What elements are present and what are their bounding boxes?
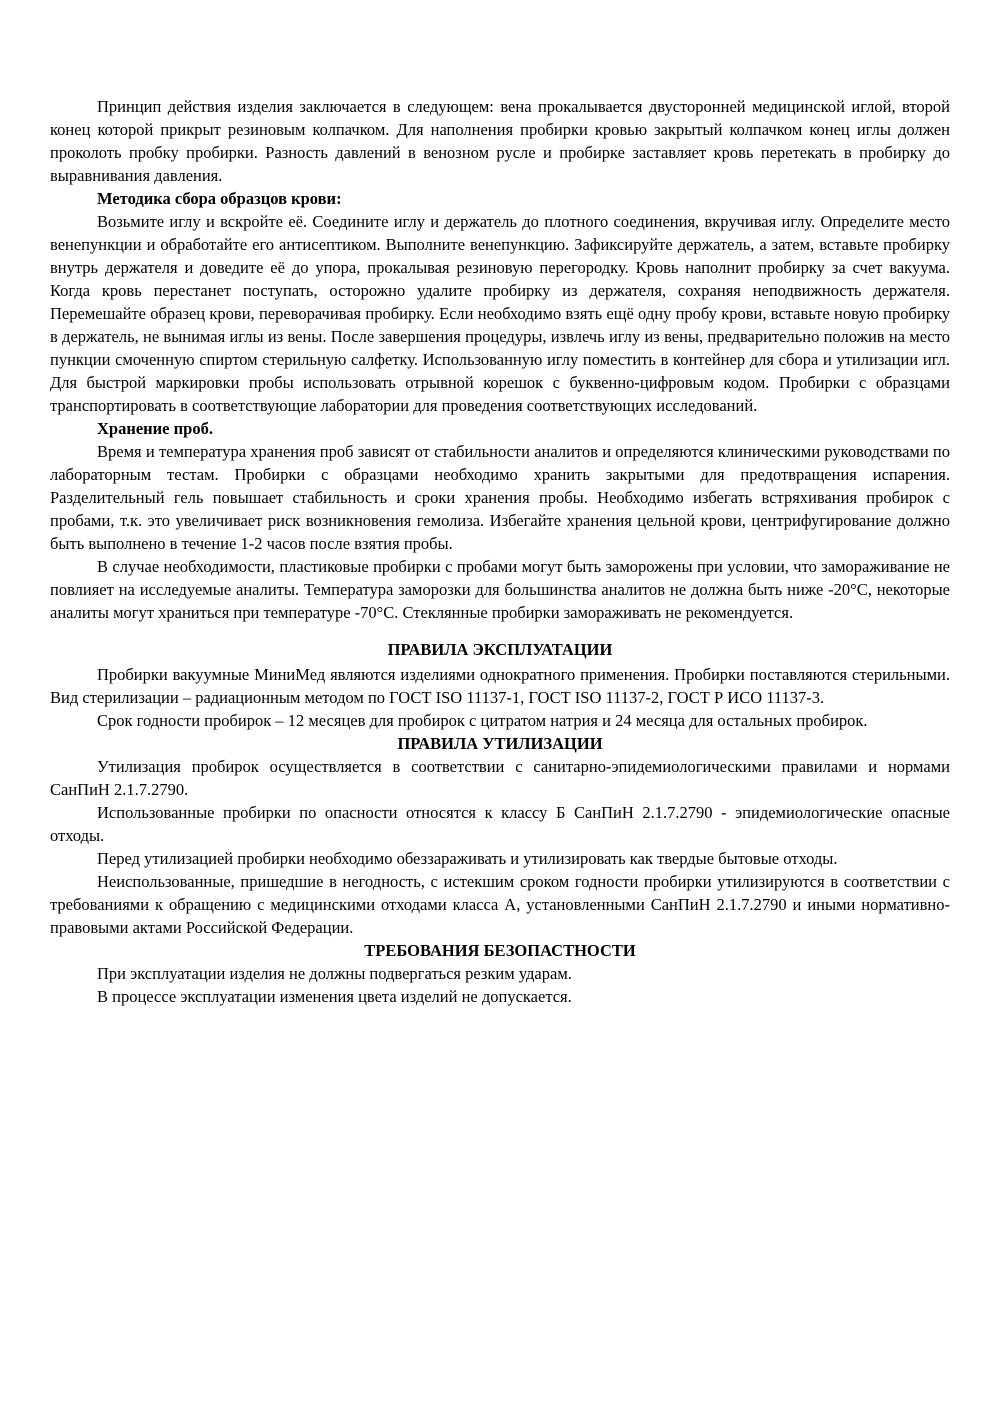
heading-sample-collection: Методика сбора образцов крови: [97, 189, 342, 208]
paragraph-disposal-sanpin: Утилизация пробирок осуществляется в соответствии с санитарно-эпидемиологическими правилами и нормами СанПиН 2.1.7.2790. [50, 757, 950, 799]
paragraph-collection-procedure: Возьмите иглу и вскройте её. Соедините иглу и держатель до плотного соединения, вкручивая иглу. Определите место венепункции и обработайте его антисептиком. Выполните венепункцию. Зафиксируйте держатель, а затем, вставьте пробирку внутрь держателя и доведите её до упора, прокалывая резиновую перегородку. Кровь наполнит пробирку за счет вакуума. Когда кровь перестанет поступать, осторожно удалите пробирку из держателя, сохраняя неподвижность держателя. Перемешайте образец крови, переворачивая пробирку. Если необходимо взять ещё одну пробу крови, вставьте новую пробирку в держатель, не вынимая иглы из вены. После завершения процедуры, извлечь иглу из вены, предварительно положив на место пункции смоченную спиртом стерильную салфетку. Использованную иглу поместить в контейнер для сбора и утилизации игл. Для быстрой маркировки пробы использовать отрывной корешок с буквенно-цифровым кодом. Пробирки с образцами транспортировать в соответствующие лаборатории для проведения соответствующих исследований. [50, 212, 950, 415]
paragraph-used-tubes-class: Использованные пробирки по опасности относятся к классу Б СанПиН 2.1.7.2790 - эпидемиологические опасные отходы. [50, 803, 950, 845]
paragraph-no-impacts: При эксплуатации изделия не должны подвергаться резким ударам. [97, 964, 572, 983]
paragraph-freezing: В случае необходимости, пластиковые пробирки с пробами могут быть заморожены при условии, что замораживание не повлияет на исследуемые аналиты. Температура заморозки для большинства аналитов не должна быть ниже -20°С, некоторые аналиты могут храниться при температуре -70°С. Стеклянные пробирки замораживать не рекомендуется. [50, 557, 950, 622]
paragraph-sterilization: Пробирки вакуумные МиниМед являются изделиями однократного применения. Пробирки поставляются стерильными. Вид стерилизации – радиационным методом по ГОСТ ISO 11137-1, ГОСТ ISO 11137-2, ГОСТ Р ИСО 11137-3. [50, 665, 950, 707]
heading-sample-storage: Хранение проб. [97, 419, 213, 438]
paragraph-shelf-life: Срок годности пробирок – 12 месяцев для пробирок с цитратом натрия и 24 месяца для остальных пробирок. [97, 711, 868, 730]
paragraph-principle: Принцип действия изделия заключается в следующем: вена прокалывается двусторонней медицинской иглой, второй конец которой прикрыт резиновым колпачком. Для наполнения пробирки кровью закрытый колпачком конец иглы должен проколоть пробку пробирки. Разность давлений в венозном русле и пробирке заставляет кровь перетекать в пробирку до выравнивания давления. [50, 97, 950, 185]
paragraph-no-color-change: В процессе эксплуатации изменения цвета изделий не допускается. [97, 987, 572, 1006]
heading-disposal-rules: ПРАВИЛА УТИЛИЗАЦИИ [397, 734, 603, 753]
paragraph-storage-conditions: Время и температура хранения проб зависят от стабильности аналитов и определяются клиническими руководствами по лабораторным тестам. Пробирки с образцами необходимо хранить закрытыми для предотвращения испарения. Разделительный гель повышает стабильность и сроки хранения пробы. Необходимо избегать встряхивания пробирок с пробами, т.к. это увеличивает риск возникновения гемолиза. Избегайте хранения цельной крови, центрифугирование должно быть выполнено в течение 1-2 часов после взятия пробы. [50, 442, 950, 553]
paragraph-unused-tubes: Неиспользованные, пришедшие в негодность, с истекшим сроком годности пробирки утилизируются в соответствии с требованиями к обращению с медицинскими отходами класса А, установленными СанПиН 2.1.7.2790 и иными нормативно-правовыми актами Российской Федерации. [50, 872, 950, 937]
heading-safety-requirements: ТРЕБОВАНИЯ БЕЗОПАСТНОСТИ [364, 941, 636, 960]
paragraph-decontamination: Перед утилизацией пробирки необходимо обеззараживать и утилизировать как твердые бытовые отходы. [97, 849, 838, 868]
heading-operation-rules: ПРАВИЛА ЭКСПЛУАТАЦИИ [387, 640, 613, 659]
